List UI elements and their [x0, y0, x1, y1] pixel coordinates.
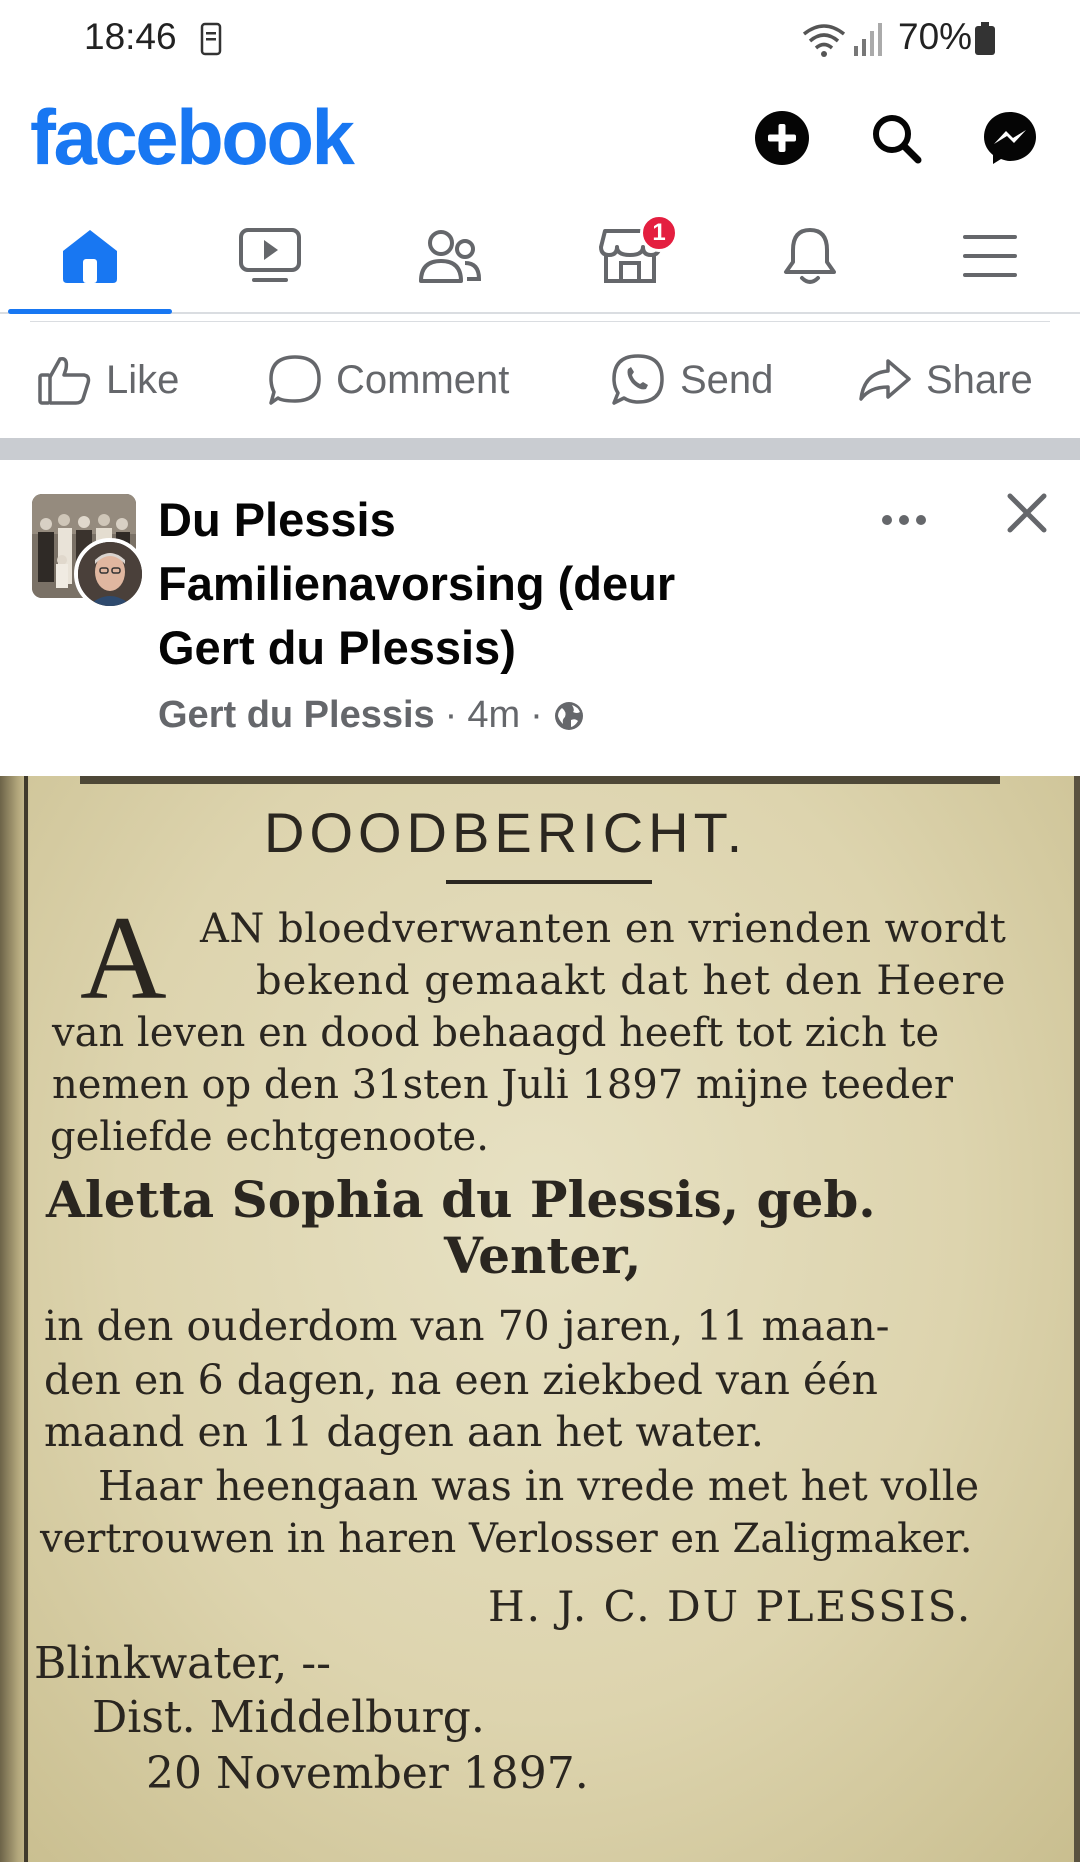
column-rule-right [1074, 776, 1080, 1862]
battery-icon [974, 22, 996, 56]
app-header [0, 78, 1080, 200]
menu-icon [961, 231, 1019, 281]
post-actions [0, 322, 1080, 438]
thumbs-up-icon [38, 355, 92, 405]
home-icon [59, 227, 121, 285]
column-rule [24, 776, 28, 1862]
clipping-signature: H. J. C. DU PLESSIS. [488, 1582, 973, 1631]
wifi-icon [800, 20, 848, 58]
clipping-dropcap: A [80, 891, 167, 1024]
meta-separator: · [530, 694, 543, 736]
post-time[interactable]: 4m [467, 694, 521, 736]
profile-photo-image [78, 542, 142, 606]
comment-label: Comment [336, 357, 510, 402]
bell-icon [781, 226, 839, 286]
video-icon [238, 227, 302, 285]
signal-icon [852, 22, 884, 56]
create-button[interactable] [746, 102, 818, 174]
post-author[interactable]: Gert du Plessis [158, 694, 435, 736]
nav-bar [0, 200, 1080, 314]
clipping-place: Dist. Middelburg. [92, 1692, 485, 1743]
search-icon [868, 110, 924, 166]
column-rule-top [80, 776, 1000, 784]
clipping-line: bekend gemaakt dat het den Heere [256, 958, 1007, 1004]
post-meta [158, 694, 585, 737]
clipping-line: vertrouwen in haren Verlosser en Zaligmaker. [40, 1516, 973, 1562]
tab-notifications[interactable] [720, 200, 900, 312]
heading-rule [446, 880, 652, 884]
tab-watch[interactable] [180, 200, 360, 312]
tab-home[interactable] [0, 200, 180, 312]
clipping-heading: DOODBERICHT. [264, 801, 748, 864]
profile-avatar[interactable] [74, 538, 146, 610]
clipping-name: Aletta Sophia du Plessis, geb. [46, 1170, 876, 1229]
plus-circle-icon [754, 110, 810, 166]
meta-separator: · [444, 694, 458, 736]
tab-marketplace[interactable] [540, 200, 720, 312]
share-icon [858, 357, 912, 403]
friends-icon [417, 227, 483, 285]
like-button[interactable] [38, 322, 179, 438]
status-time: 18:46 [84, 16, 177, 57]
clipping-place: Blinkwater, -- [34, 1638, 331, 1689]
clipping-line: geliefde echtgenoote. [50, 1114, 489, 1160]
share-button[interactable] [858, 322, 1033, 438]
comment-icon [268, 354, 322, 406]
post-header [0, 460, 1080, 776]
search-button[interactable] [860, 102, 932, 174]
battery-percent: 70% [898, 16, 973, 57]
post-image[interactable] [0, 776, 1080, 1862]
phone-notification-icon [200, 22, 222, 56]
whatsapp-icon [610, 353, 666, 407]
clipping-line: nemen op den 31sten Juli 1897 mijne teeder [52, 1062, 954, 1108]
clipping-name: Venter, [444, 1226, 642, 1285]
send-label: Send [680, 357, 774, 402]
close-icon[interactable] [1002, 488, 1052, 538]
tab-friends[interactable] [360, 200, 540, 312]
clipping-line: van leven en dood behaagd heeft tot zich te [52, 1010, 940, 1056]
clipping-date: 20 November 1897. [146, 1748, 589, 1799]
like-label: Like [106, 357, 180, 402]
globe-icon [553, 700, 585, 732]
clipping-line: den en 6 dagen, na een ziekbed van één [44, 1356, 878, 1404]
clipping-line: in den ouderdom van 70 jaren, 11 maan- [44, 1302, 890, 1350]
clipping-line: Haar heengaan was in vrede met het volle [98, 1462, 980, 1510]
status-bar [0, 0, 1080, 78]
messenger-icon [982, 110, 1038, 166]
clipping-line: AN bloedverwanten en vrienden wordt [200, 906, 1007, 952]
post-title[interactable]: Du Plessis Familienavorsing (deur Gert du Plessis) [158, 493, 676, 674]
more-options-icon[interactable] [876, 500, 932, 540]
comment-button[interactable] [268, 322, 509, 438]
messenger-button[interactable] [974, 102, 1046, 174]
facebook-logo[interactable]: facebook [30, 93, 353, 181]
feed-separator [0, 438, 1080, 460]
tab-menu[interactable] [900, 200, 1080, 312]
send-button[interactable] [610, 322, 773, 438]
share-label: Share [926, 357, 1033, 402]
clipping-line: maand en 11 dagen aan het water. [44, 1408, 764, 1456]
marketplace-badge: 1 [640, 214, 678, 252]
